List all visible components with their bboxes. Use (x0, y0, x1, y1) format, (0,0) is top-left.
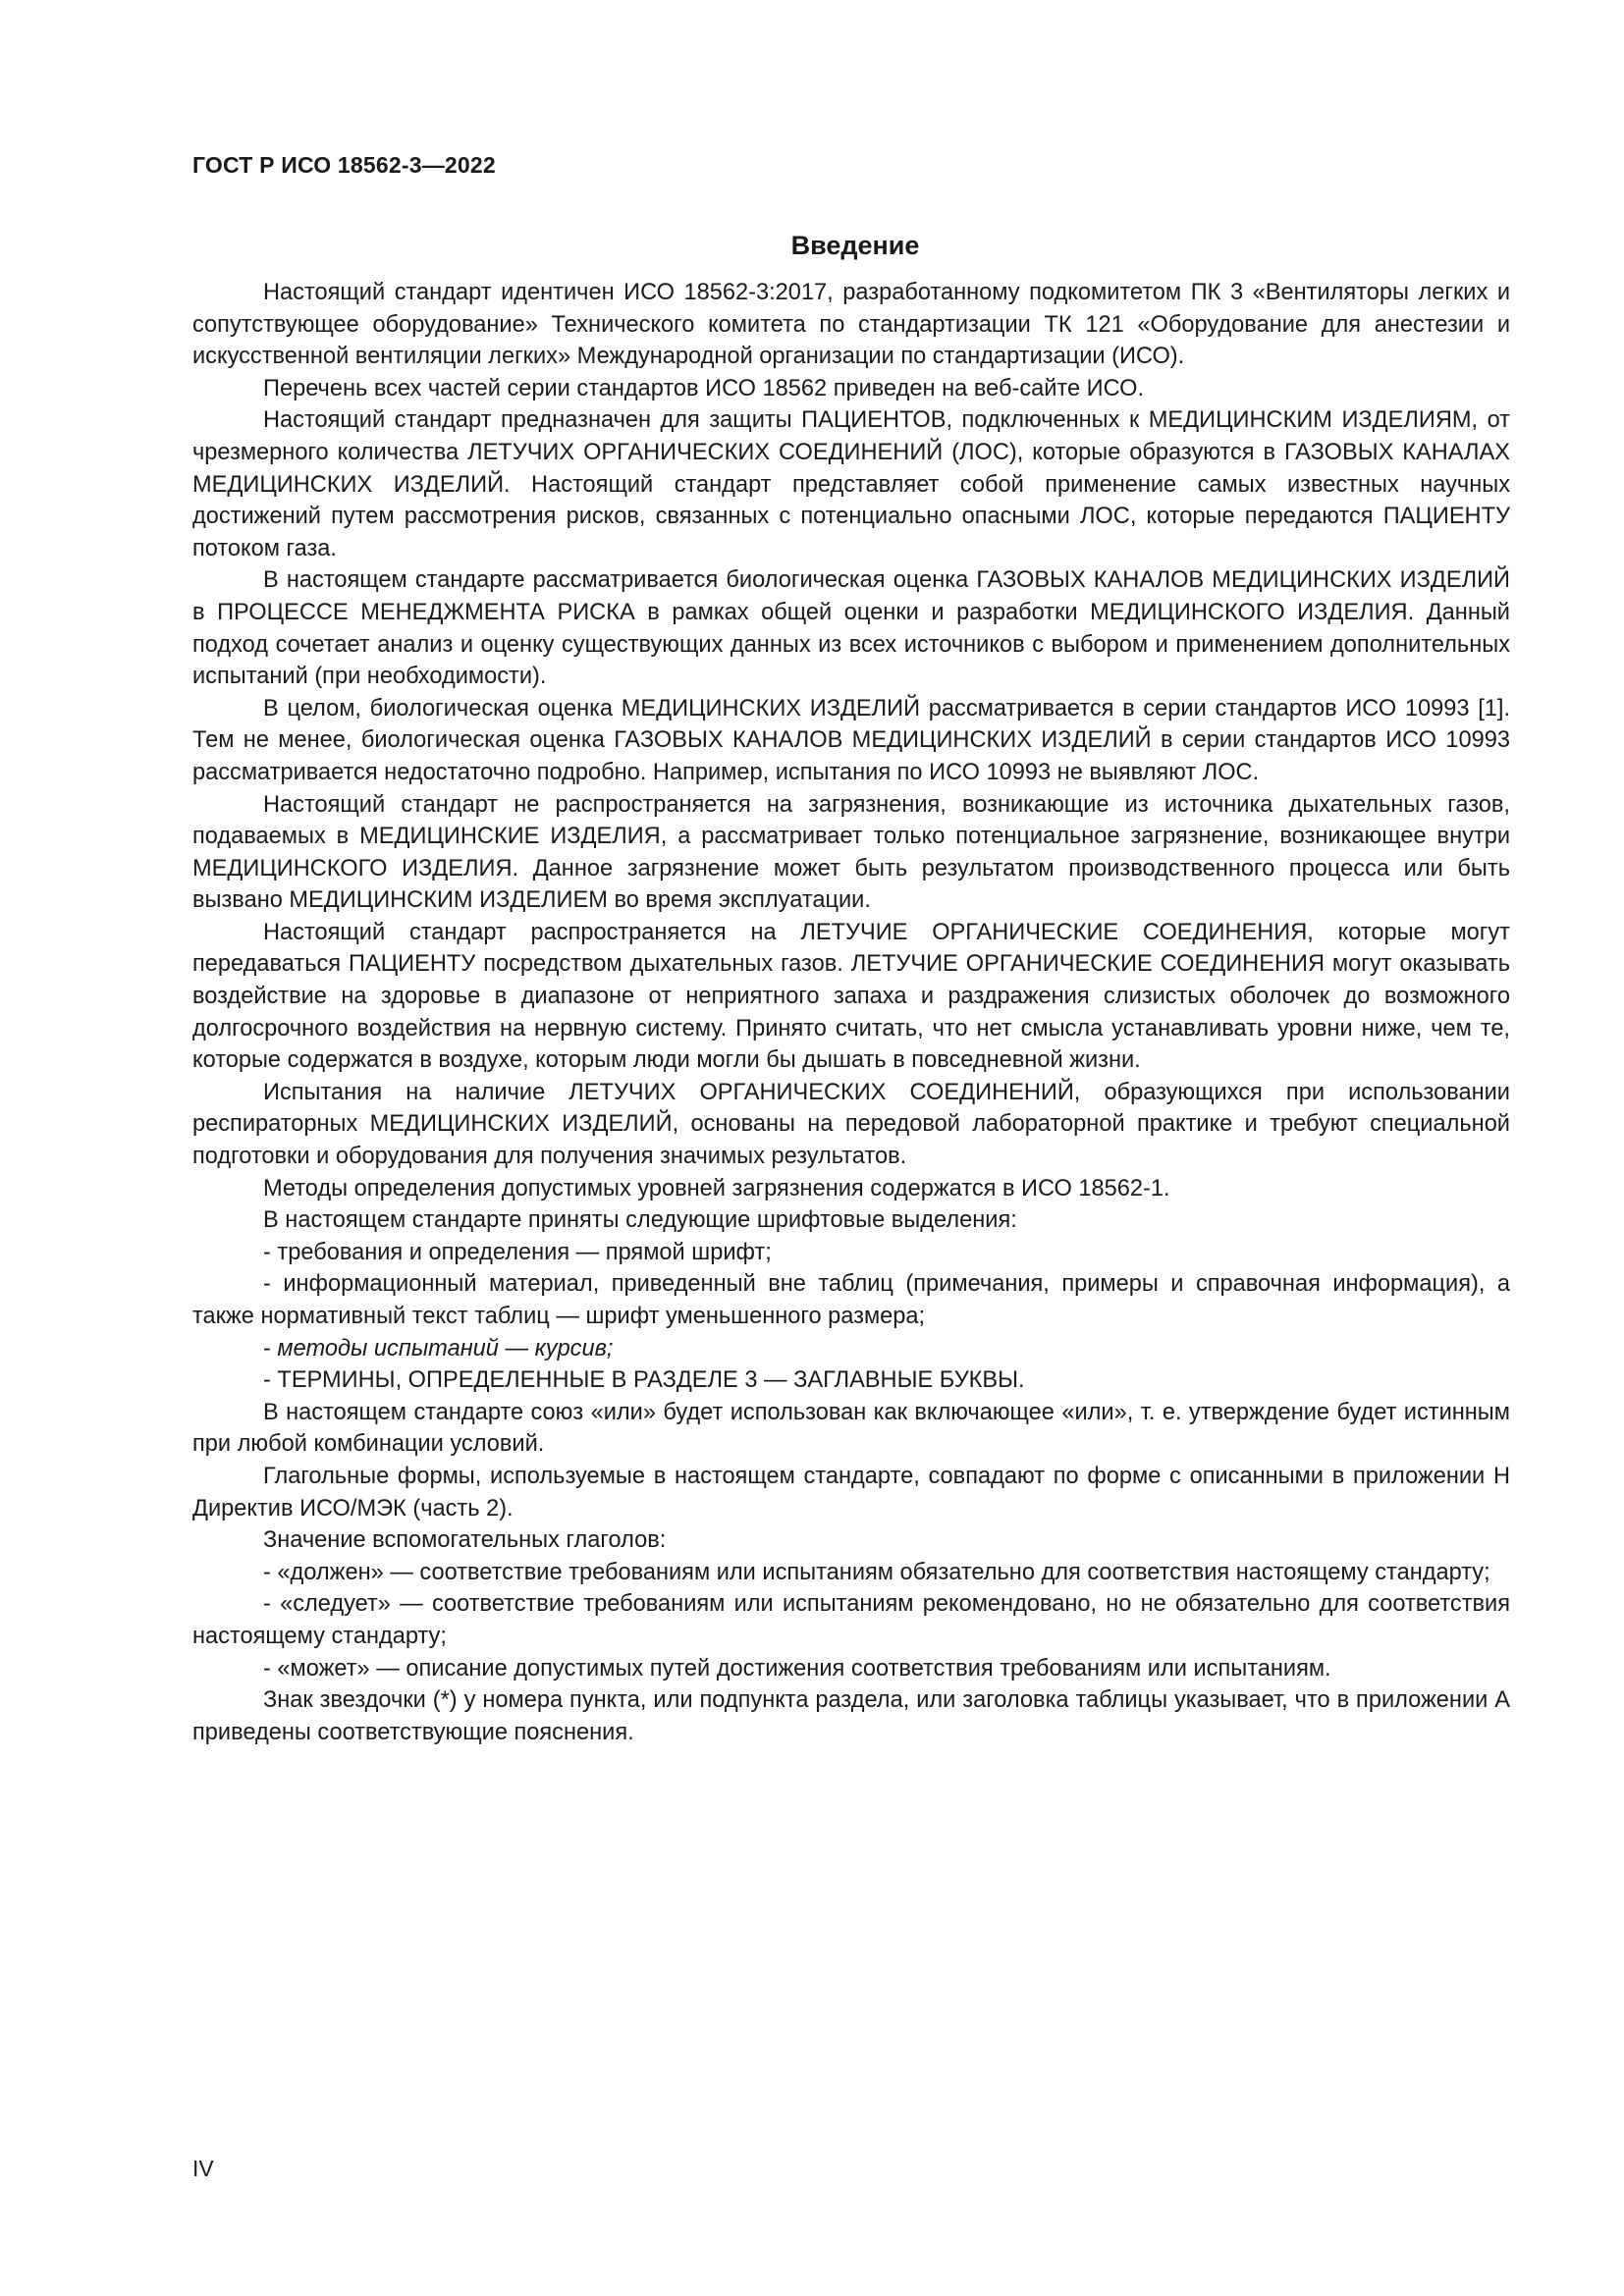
paragraph: Настоящий стандарт идентичен ИСО 18562-3:2017, разработанному подкомитетом ПК 3 «Вентиляторы легких и сопутствующее оборудование» Технического комитета по стандартизации ТК 121 «Оборудование для анестезии и искусственной вентиляции легких» Международной организации по стандартизации (ИСО). (192, 280, 1510, 370)
list-item-dash: - (263, 1335, 278, 1362)
paragraph: Испытания на наличие ЛЕТУЧИХ ОРГАНИЧЕСКИХ СОЕДИНЕНИЙ, образующихся при использовании респираторных МЕДИЦИНСКИХ ИЗДЕЛИЙ, основаны на передовой лабораторной практике и требуют специальной подготовки и оборудования для получения значимых результатов. (192, 1079, 1510, 1170)
paragraph: Значение вспомогательных глаголов: (263, 1527, 667, 1554)
paragraph: В настоящем стандарте союз «или» будет использован как включающее «или», т. е. утверждение будет истинным при любой комбинации условий. (192, 1399, 1510, 1458)
paragraph: Знак звездочки (*) у номера пункта, или подпункта раздела, или заголовка таблицы указывает, что в приложении А приведены соответствующие пояснения. (192, 1687, 1510, 1745)
paragraph: Глагольные формы, используемые в настоящем стандарте, совпадают по форме с описанными в приложении Н Директив ИСО/МЭК (часть 2). (192, 1463, 1510, 1522)
document-code-header: ГОСТ Р ИСО 18562-3—2022 (192, 152, 496, 178)
paragraph: В настоящем стандарте рассматривается биологическая оценка ГАЗОВЫХ КАНАЛОВ МЕДИЦИНСКИХ ИЗДЕЛИЙ в ПРОЦЕССЕ МЕНЕДЖМЕНТА РИСКА в рамках общей оценки и разработки МЕДИЦИНСКОГО ИЗДЕЛИЯ. Данный подход сочетает анализ и оценку существующих данных из всех источников с выбором и применением дополнительных испытаний (при необходимости). (192, 567, 1510, 690)
list-item: - «может» — описание допустимых путей достижения соответствия требованиям или испытаниям. (263, 1655, 1331, 1682)
paragraph: Перечень всех частей серии стандартов ИСО 18562 приведен на веб-сайте ИСО. (263, 375, 1145, 401)
section-title: Введение (790, 231, 920, 260)
paragraph: Методы определения допустимых уровней загрязнения содержатся в ИСО 18562-1. (263, 1175, 1170, 1201)
list-item: - ТЕРМИНЫ, ОПРЕДЕЛЕННЫЕ В РАЗДЕЛЕ 3 — ЗАГЛАВНЫЕ БУКВЫ. (263, 1367, 1025, 1394)
list-item: - «следует» — соответствие требованиям или испытаниям рекомендовано, но не обязательно для соответствия настоящему стандарту; (192, 1591, 1510, 1649)
paragraph: В настоящем стандарте приняты следующие шрифтовые выделения: (263, 1207, 1017, 1234)
list-item: - требования и определения — прямой шрифт; (263, 1239, 772, 1265)
list-item-italic-text: методы испытаний — курсив; (277, 1335, 614, 1362)
paragraph: Настоящий стандарт предназначен для защиты ПАЦИЕНТОВ, подключенных к МЕДИЦИНСКИМ ИЗДЕЛИЯМ, от чрезмерного количества ЛЕТУЧИХ ОРГАНИЧЕСКИХ СОЕДИНЕНИЙ (ЛОС), которые образуются в ГАЗОВЫХ КАНАЛАХ МЕДИЦИНСКИХ ИЗДЕЛИЙ. Настоящий стандарт представляет собой применение самых известных научных достижений путем рассмотрения рисков, связанных с потенциально опасными ЛОС, которые передаются ПАЦИЕНТУ потоком газа. (192, 407, 1510, 561)
list-item (192, 1333, 1510, 1365)
paragraph: В целом, биологическая оценка МЕДИЦИНСКИХ ИЗДЕЛИЙ рассматривается в серии стандартов ИСО 10993 [1]. Тем не менее, биологическая оценка ГАЗОВЫХ КАНАЛОВ МЕДИЦИНСКИХ ИЗДЕЛИЙ в серии стандартов ИСО 10993 рассматривается недостаточно подробно. Например, испытания по ИСО 10993 не выявляют ЛОС. (192, 695, 1510, 785)
list-item: - «должен» — соответствие требованиям или испытаниям обязательно для соответствия настоящему стандарту; (263, 1559, 1490, 1585)
paragraph: Настоящий стандарт распространяется на ЛЕТУЧИЕ ОРГАНИЧЕСКИЕ СОЕДИНЕНИЯ, которые могут передаваться ПАЦИЕНТУ посредством дыхательных газов. ЛЕТУЧИЕ ОРГАНИЧЕСКИЕ СОЕДИНЕНИЯ могут оказывать воздействие на здоровье в диапазоне от неприятного запаха и раздражения слизистых оболочек до возможного долгосрочного воздействия на нервную систему. Принято считать, что нет смысла устанавливать уровни ниже, чем те, которые содержатся в воздухе, которым люди могли бы дышать в повседневной жизни. (192, 919, 1510, 1074)
paragraph: Настоящий стандарт не распространяется на загрязнения, возникающие из источника дыхательных газов, подаваемых в МЕДИЦИНСКИЕ ИЗДЕЛИЯ, а рассматривает только потенциальное загрязнение, возникающее внутри МЕДИЦИНСКОГО ИЗДЕЛИЯ. Данное загрязнение может быть результатом производственного процесса или быть вызвано МЕДИЦИНСКИМ ИЗДЕЛИЕМ во время эксплуатации. (192, 791, 1510, 914)
list-item: - информационный материал, приведенный вне таблиц (примечания, примеры и справочная информация), а также нормативный текст таблиц — шрифт уменьшенного размера; (192, 1271, 1510, 1329)
document-body (192, 228, 1510, 1748)
page-number: IV (192, 2156, 214, 2181)
